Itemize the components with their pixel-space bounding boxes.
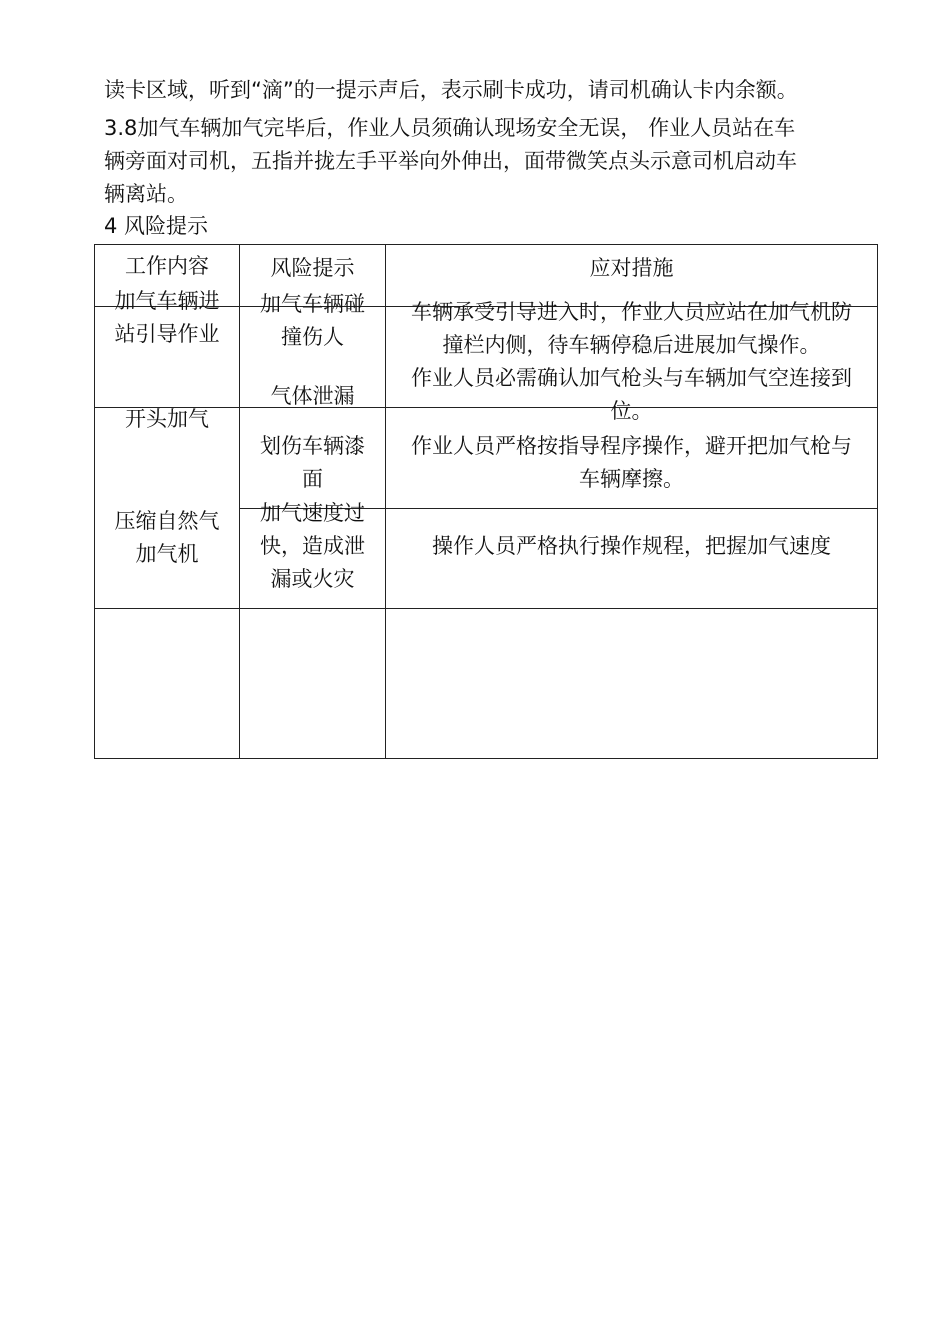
cell-line: 车辆摩擦。 (579, 467, 684, 491)
header-countermeasures: 应对措施 (589, 256, 674, 280)
paragraph-line: 辆旁面对司机，五指并拢左手平举向外伸出，面带微笑点头示意司机启动车 (104, 149, 797, 173)
cell-line: 加气速度过 (260, 501, 365, 525)
cell-line: 撞栏内侧，待车辆停稳后进展加气操作。 (442, 333, 821, 357)
cell-line: 加气车辆进 (114, 289, 220, 313)
cell-line: 漏或火灾 (270, 567, 355, 591)
cell-line: 作业人员必需确认加气枪头与车辆加气空连接到 (411, 366, 852, 390)
cell-line: 车辆承受引导进入时，作业人员应站在加气机防 (411, 300, 852, 324)
cell-line: 加气车辆碰 (260, 292, 365, 316)
work-item-start-refuel: 开头加气 (125, 407, 209, 431)
cell-line: 站引导作业 (114, 322, 220, 346)
section-heading-risk: 4 风险提示 (104, 214, 209, 238)
work-item-guidance (95, 285, 239, 351)
paragraph-card-reading: 读卡区域，听到“滴”的一提示声后，表示刷卡成功，请司机确认卡内余额。 (104, 78, 798, 102)
table-border-right (877, 244, 878, 759)
cell-line: 快，造成泄 (260, 534, 365, 558)
table-row-divider (94, 608, 878, 609)
cell-line: 面 (302, 467, 323, 491)
work-item-cng-dispenser (95, 505, 239, 571)
cell-line: 划伤车辆漆 (260, 434, 365, 458)
risk-gas-leak: 气体泄漏 (270, 384, 355, 408)
cell-line: 加气机 (135, 542, 199, 566)
cell-line: 位。 (610, 399, 653, 423)
header-work-content: 工作内容 (125, 254, 209, 278)
risk-collision (240, 288, 385, 354)
header-risk-warning: 风险提示 (270, 256, 355, 280)
cell-line: 压缩自然气 (114, 509, 220, 533)
measure-control-speed: 操作人员严格执行操作规程，把握加气速度 (432, 534, 831, 558)
measure-nozzle-connection (386, 362, 877, 428)
measure-guidance (386, 296, 877, 362)
risk-fast-refuel (240, 497, 385, 596)
table-border-top (94, 244, 878, 245)
cell-line: 作业人员严格按指导程序操作，避开把加气枪与 (411, 434, 852, 458)
cell-line: 撞伤人 (281, 325, 344, 349)
paragraph-step-3-8 (104, 112, 864, 211)
table-border-bottom (94, 758, 878, 759)
paragraph-line: 辆离站。 (104, 182, 188, 206)
measure-avoid-friction (386, 430, 877, 496)
risk-paint-scratch (240, 430, 385, 496)
paragraph-line: 3.8加气车辆加气完毕后，作业人员须确认现场安全无误， 作业人员站在车 (104, 116, 796, 140)
